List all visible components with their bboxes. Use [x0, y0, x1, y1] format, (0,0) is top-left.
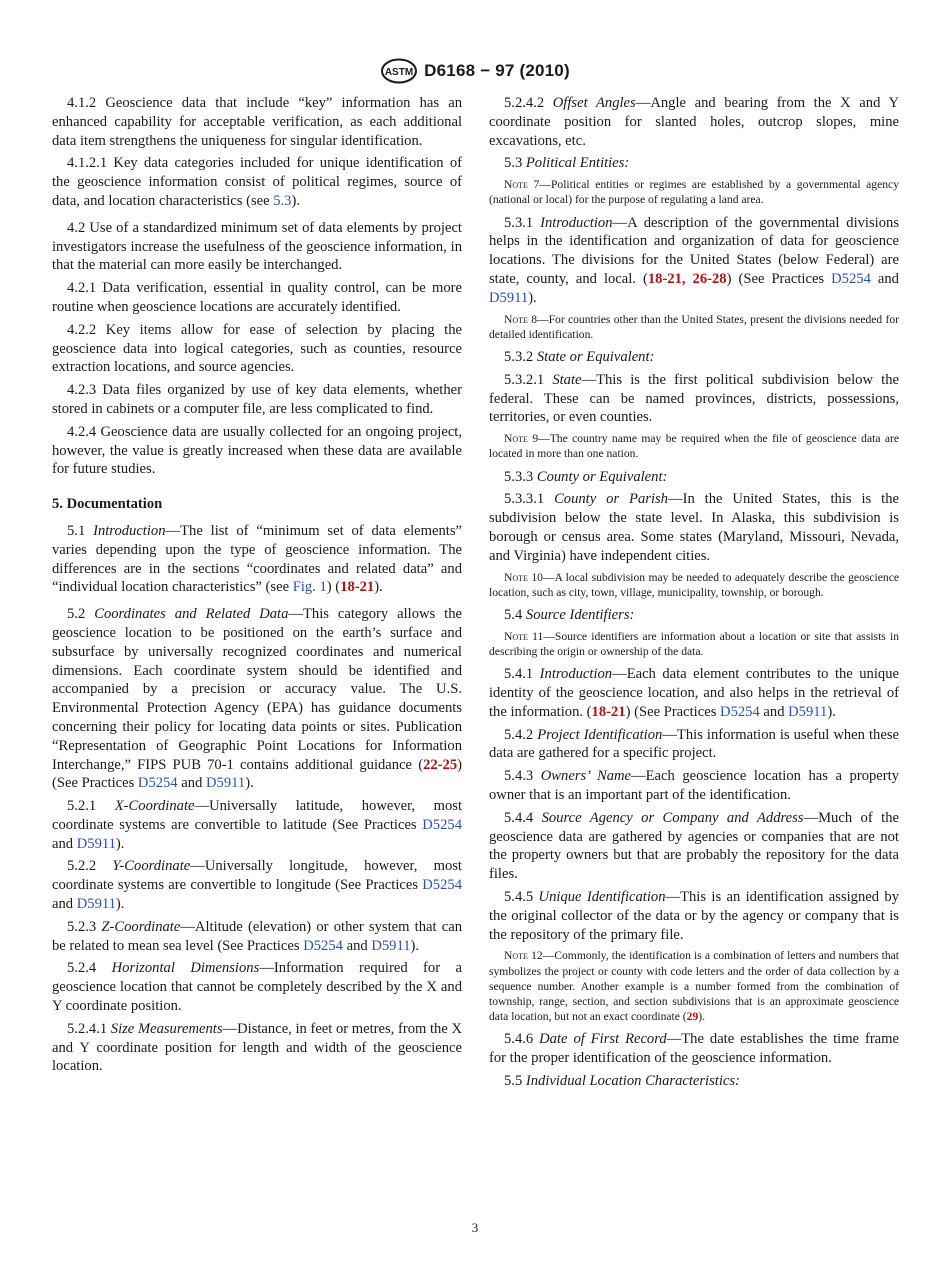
para-4-1-2-1: 4.1.2.1 Key data categories included for unique identification of the geoscience information consist of political regimes, source of data, and location characteristics (see 5.3). [52, 155, 462, 209]
link-d5911[interactable]: D5911 [206, 775, 246, 792]
para-5-2-3: 5.2.3 Z-Coordinate—Altitude (elevation) or other system that can be related to mean sea level (See Practices D5254 and D5911). [52, 918, 462, 954]
para-5-2-4-1: 5.2.4.1 Size Measurements—Distance, in feet or metres, from the X and Y coordinate position for length and width of the geoscience location. [52, 1020, 463, 1075]
right-column [489, 94, 899, 1095]
ref-18-21-26-28[interactable]: 18-21, 26-28 [647, 270, 727, 287]
para-5-3-3-1: 5.3.3.1 County or Parish—In the United States, this is the subdivision below the state level. In Alaska, this subdivision is borough or census area. Some states (Maryland, Missouri, Nevada, and Virginia) have independent cities. [489, 491, 899, 564]
note-8: Note 8—For countries other than the United States, present the divisions needed for detailed identification. [489, 312, 899, 341]
para-5-1: 5.1 Introduction—The list of “minimum set of data elements” varies depending upon the type of geoscience information. The differences are in the sections “coordinates and related data” and “individual location characteristics” (see Fig. 1) (18-21). [52, 522, 463, 596]
section-heading-documentation: 5. Documentation [52, 496, 163, 513]
link-d5911[interactable]: D5911 [788, 703, 828, 720]
link-d5911[interactable]: D5911 [371, 937, 411, 954]
page-header [0, 56, 950, 86]
subheading-state-or-equivalent: 5.3.2 State or Equivalent: [504, 348, 655, 365]
link-d5254[interactable]: D5254 [137, 775, 178, 792]
page-number: 3 [471, 1220, 479, 1235]
note-11: Note 11—Source identifiers are information about a location or site that assists in describing the origin or ownership of the data. [489, 629, 899, 658]
note-10: Note 10—A local subdivision may be needed to adequately describe the geoscience location, such as city, town, village, municipality, township, or borough. [489, 570, 899, 599]
ref-29[interactable]: 29 [686, 1010, 699, 1024]
document-designation: D6168 − 97 (2010) [424, 61, 570, 80]
link-d5911[interactable]: D5911 [489, 289, 529, 306]
para-4-1-2: 4.1.2 Geoscience data that include “key” information has an enhanced capability for acceptable verification, as each additional data item strengthens the uniqueness for singular identification. [52, 95, 462, 149]
subheading-source-identifiers: 5.4 Source Identifiers: [504, 606, 635, 623]
subheading-county-or-equivalent: 5.3.3 County or Equivalent: [504, 468, 668, 485]
para-5-2: 5.2 Coordinates and Related Data—This category allows the geoscience location to be positioned on the earth’s surface and subsurface by universally recognized coordinates and numerical dimensions. Each coordinate system should be identified and accompanied by a precision or accuracy value. The U.S. Environmental Protection Agency (EPA) has guidance documents concerning their policy for locating data points or sites. Publication “Representation of Geographic Point Locations for Information Interchange,” FIPS PUB 70-1 contains additional guidance (22-25) (See Practices D5254 and D5911). [52, 606, 463, 792]
para-5-2-4: 5.2.4 Horizontal Dimensions—Information required for a geoscience location that cannot be completely described by the X and Y coordinate position. [52, 960, 462, 1015]
para-5-2-4-2: 5.2.4.2 Offset Angles—Angle and bearing from the X and Y coordinate position for slanted holes, outcrop slopes, mine excavations, etc. [489, 95, 900, 149]
logo-text: ASTM [385, 67, 414, 78]
subheading-political-entities: 5.3 Political Entities: [504, 155, 630, 172]
para-5-3-1: 5.3.1 Introduction—A description of the governmental divisions helps in the identification and organization of data for geoscience locations. The divisions for the United States (below Federal) are state, county, and local. (18-21, 26-28) (See Practices D5254 and D5911). [489, 214, 899, 306]
ref-18-21[interactable]: 18-21 [340, 579, 375, 596]
subheading-individual-location-characteristics: 5.5 Individual Location Characteristics: [504, 1072, 740, 1089]
link-d5254[interactable]: D5254 [720, 703, 760, 720]
note-12: Note 12—Commonly, the identification is a combination of letters and numbers that symbolizes the project or county with code letters and the order of data collection by a sequence number. Another example is a number formed from the combination of township, range, section, and section subdivisions that is an approximate geoscience data location, but not an exact coordinate (29). [489, 949, 899, 1024]
link-d5911[interactable]: D5911 [76, 835, 116, 852]
para-4-2-3: 4.2.3 Data files organized by use of key data elements, whether stored in cabinets or a computer file, are less complicated to find. [52, 382, 462, 417]
note-9: Note 9—The country name may be required when the file of geoscience data are located in more than one nation. [489, 432, 899, 461]
ref-22-25[interactable]: 22-25 [423, 756, 458, 773]
link-d5254[interactable]: D5254 [422, 816, 462, 833]
link-fig-1[interactable]: Fig. 1 [292, 579, 327, 596]
para-4-2: 4.2 Use of a standardized minimum set of data elements by project investigators increase the usefulness of the geoscience information, in that the material can more easily be interchanged. [52, 219, 462, 274]
para-5-4-3: 5.4.3 Owners’ Name—Each geoscience location has a property owner that is an important part of the identification. [489, 768, 900, 803]
para-5-4-6: 5.4.6 Date of First Record—The date establishes the time frame for the proper identification of the geoscience information. [489, 1031, 899, 1067]
para-5-4-5: 5.4.5 Unique Identification—This is an identification assigned by the original collector of the data or by the agency or company that is the repository of the primary file. [489, 888, 899, 943]
link-d5254[interactable]: D5254 [422, 877, 462, 894]
link-d5911[interactable]: D5911 [76, 896, 116, 913]
link-d5254[interactable]: D5254 [831, 270, 871, 287]
para-4-2-2: 4.2.2 Key items allow for ease of selection by placing the geoscience data into logical categories, such as counties, resource extraction locations, and source agencies. [52, 321, 462, 376]
para-4-2-1: 4.2.1 Data verification, essential in quality control, can be more routine when geoscience locations are accurately identified. [52, 280, 462, 315]
note-7: Note 7—Political entities or regimes are established by a governmental agency (national or local) for the purpose of regulating a land area. [489, 178, 899, 207]
para-5-3-2-1: 5.3.2.1 State—This is the first political subdivision below the federal. These can be named provinces, districts, possessions, territories, or even counties. [489, 371, 899, 426]
left-column [52, 94, 462, 1080]
ref-18-21[interactable]: 18-21 [591, 703, 626, 720]
link-5-3[interactable]: 5.3 [273, 192, 292, 209]
para-5-2-2: 5.2.2 Y-Coordinate—Universally longitude, however, most coordinate systems are convertible to longitude (See Practices D5254 and D5911). [52, 858, 462, 913]
astm-logo-icon [380, 58, 418, 84]
para-5-2-1: 5.2.1 X-Coordinate—Universally latitude, however, most coordinate systems are convertible to latitude (See Practices D5254 and D5911). [52, 798, 462, 852]
para-4-2-4: 4.2.4 Geoscience data are usually collected for an ongoing project, however, the value is greatly increased when these data are available for future studies. [52, 423, 462, 478]
para-5-4-1: 5.4.1 Introduction—Each data element contributes to the unique identity of the geoscience location, and also helps in the retrieval of the information. (18-21) (See Practices D5254 and D5911). [489, 666, 899, 720]
link-d5254[interactable]: D5254 [303, 937, 343, 954]
para-5-4-2: 5.4.2 Project Identification—This information is useful when these data are gathered for a specific project. [489, 726, 899, 762]
para-5-4-4: 5.4.4 Source Agency or Company and Address—Much of the geoscience data are gathered by agencies or companies that are not the property owners but that are probably the repository for the data files. [489, 809, 899, 883]
